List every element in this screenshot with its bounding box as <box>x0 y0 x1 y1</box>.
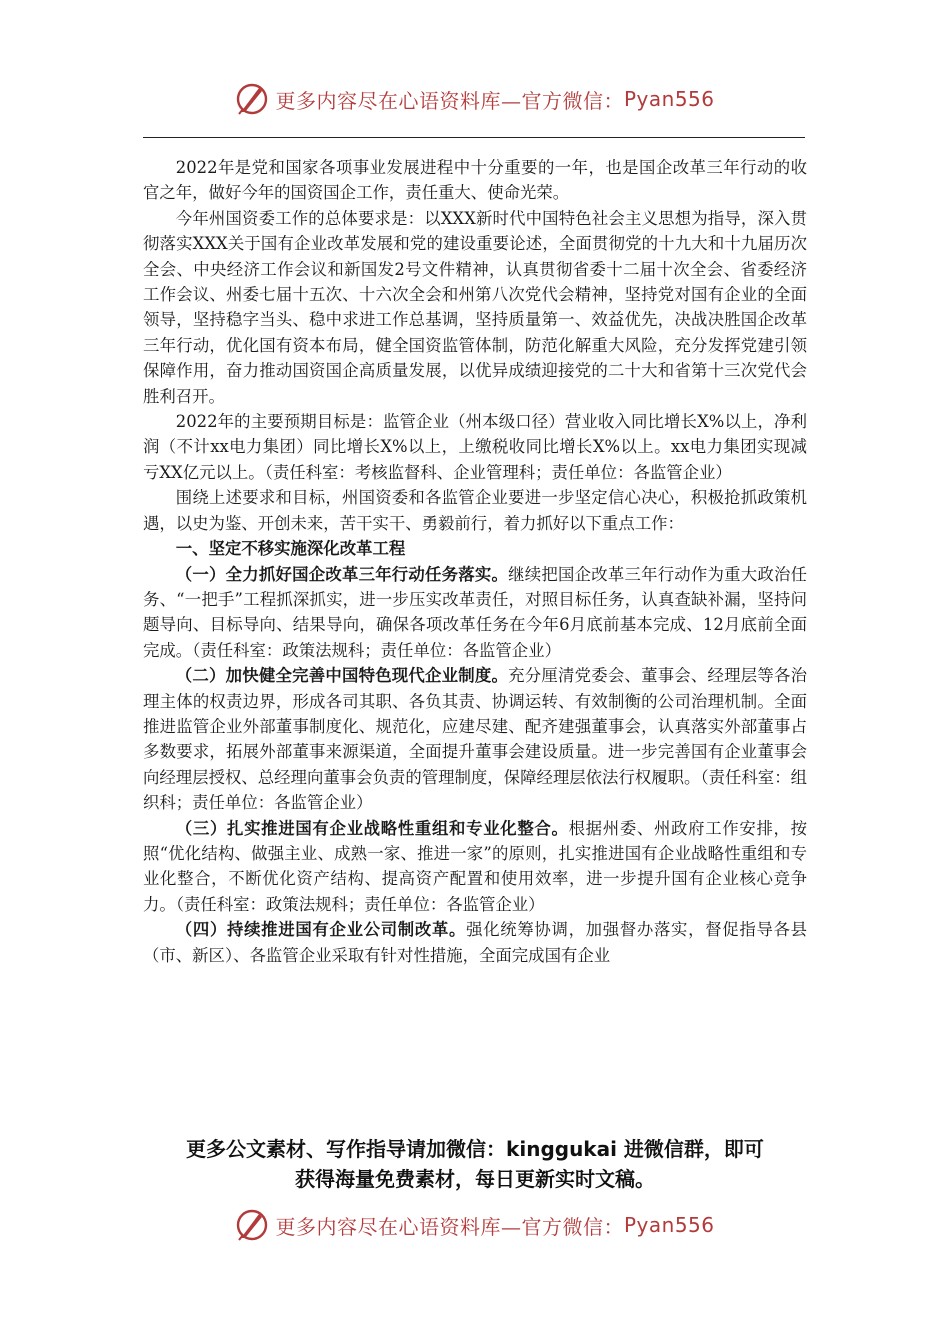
subsection-2 <box>143 663 807 815</box>
promo-banner <box>0 1134 950 1194</box>
document-body <box>143 155 807 968</box>
wechat-id: Pyan556 <box>623 1213 715 1237</box>
paragraph-transition: 围绕上述要求和目标，州国资委和各监管企业要进一步坚定信心决心，积极抢抓政策机遇，以史为鉴、开创未来，苦干实干、勇毅前行，着力抓好以下重点工作： <box>143 488 807 533</box>
promo-line-1: 更多公文素材、写作指导请加微信：kinggukai 进微信群，即可 <box>186 1137 764 1161</box>
section-heading: 一、坚定不移实施深化改革工程 <box>175 539 406 559</box>
brand-text: 更多内容尽在心语资料库—官方微信： <box>275 88 624 113</box>
paragraph-targets: 2022年的主要预期目标是：监管企业（州本级口径）营业收入同比增长X%以上，净利润（不计xx电力集团）同比增长X%以上，上缴税收同比增长X%以上。xx电力集团实现减亏XX亿元以上。（责任科室：考核监督科、企业管理科；责任单位：各监管企业） <box>143 412 807 482</box>
subsection-4-text: 强化统筹协调，加强督办落实，督促指导各县（市、新区）、各监管企业采取有针对性措施，全面完成国有企业 <box>143 920 807 965</box>
subsection-2-title: （二）加快健全完善中国特色现代企业制度。 <box>175 666 509 686</box>
wechat-id: Pyan556 <box>623 87 715 111</box>
brand-text: 更多内容尽在心语资料库—官方微信： <box>275 1214 624 1239</box>
subsection-1-text: 继续把国企改革三年行动作为重大政治任务、“一把手”工程抓深抓实，进一步压实改革责任，对照目标任务，认真查缺补漏，坚持问题导向、目标导向、结果导向，确保各项改革任务在今年6月底前基本完成、12月底前全面完成。（责任科室：政策法规科；责任单位：各监管企业） <box>143 564 808 660</box>
subsection-4 <box>143 917 807 968</box>
quill-logo-icon <box>235 1208 269 1242</box>
subsection-3 <box>143 816 807 918</box>
footer-brand <box>0 1208 950 1242</box>
subsection-4-title: （四）持续推进国有企业公司制改革。 <box>175 920 467 940</box>
paragraph-intro: 2022年是党和国家各项事业发展进程中十分重要的一年，也是国企改革三年行动的收官之年，做好今年的国资国企工作，责任重大、使命光荣。 <box>143 158 807 203</box>
subsection-1-title: （一）全力抓好国企改革三年行动任务落实。 <box>175 564 509 584</box>
promo-line-2: 获得海量免费素材，每日更新实时文稿。 <box>295 1167 655 1191</box>
quill-logo-icon <box>235 82 269 116</box>
header-brand <box>0 82 950 116</box>
subsection-3-text: 根据州委、州政府工作安排，按照“优化结构、做强主业、成熟一家、推进一家”的原则，扎实推进国有企业战略性重组和专业化整合，不断优化资产结构、提高资产配置和使用效率，进一步提升国有企业核心竞争力。（责任科室：政策法规科；责任单位：各监管企业） <box>143 818 807 914</box>
subsection-2-text: 充分厘清党委会、董事会、经理层等各治理主体的权责边界，形成各司其职、各负其责、协调运转、有效制衡的公司治理机制。全面推进监管企业外部董事制度化、规范化，应建尽建、配齐建强董事会，认真落实外部董事占多数要求，拓展外部董事来源渠道，全面提升董事会建设质量。进一步完善国有企业董事会向经理层授权、总经理向董事会负责的管理制度，保障经理层依法行权履职。（责任科室：组织科；责任单位：各监管企业） <box>143 666 808 813</box>
paragraph-requirements: 今年州国资委工作的总体要求是：以XXX新时代中国特色社会主义思想为指导，深入贯彻落实XXX关于国有企业改革发展和党的建设重要论述，全面贯彻党的十九大和十九届历次全会、中央经济工作会议和新国发2号文件精神，认真贯彻省委十二届十次全会、省委经济工作会议、州委七届十五次、十六次全会和州第八次党代会精神，坚持党对国有企业的全面领导，坚持稳字当头、稳中求进工作总基调，坚持质量第一、效益优先，决战决胜国企改革三年行动，优化国有资本布局，健全国资监管体制，防范化解重大风险，充分发挥党建引领保障作用，奋力推动国资国企高质量发展，以优异成绩迎接党的二十大和省第十三次党代会胜利召开。 <box>143 208 807 406</box>
header-divider <box>143 137 805 138</box>
subsection-3-title: （三）扎实推进国有企业战略性重组和专业化整合。 <box>175 818 569 838</box>
subsection-1 <box>143 562 807 664</box>
